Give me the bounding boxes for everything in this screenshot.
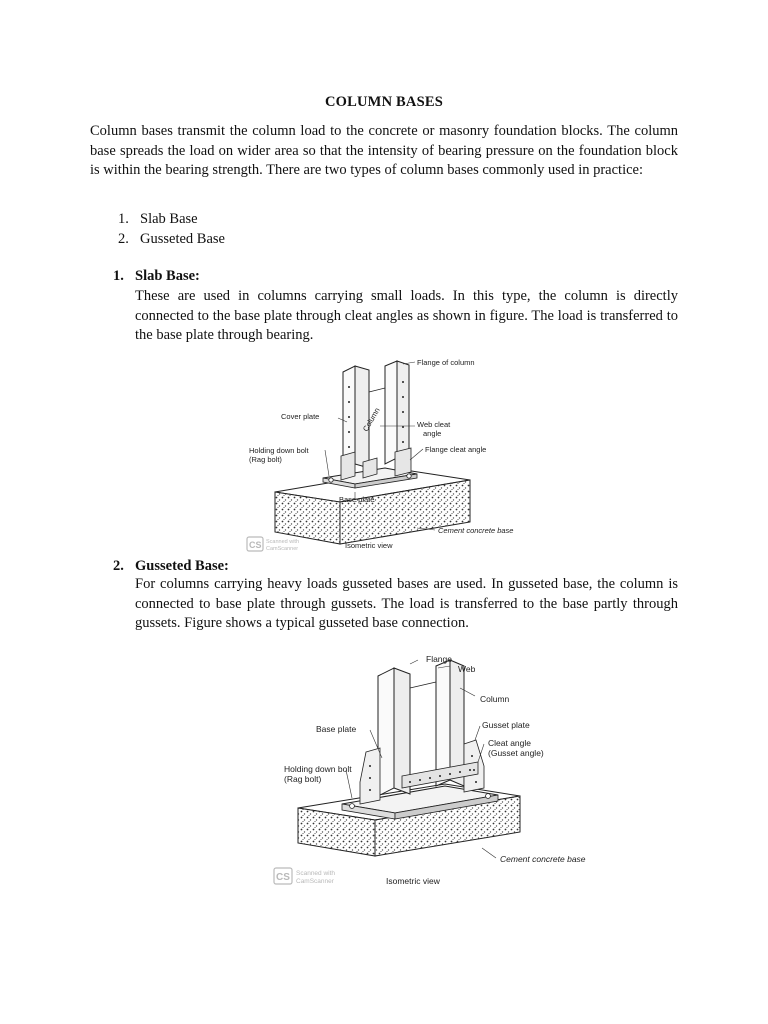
- holding-down-bolt: [329, 478, 333, 482]
- label-isometric-view: Isometric view: [345, 541, 393, 550]
- list-item: 2. Gusseted Base: [118, 230, 225, 247]
- label-flange: Flange: [426, 654, 452, 664]
- camscanner-watermark: [274, 868, 335, 885]
- holding-down-bolt: [350, 804, 355, 809]
- camscanner-watermark: [247, 537, 299, 552]
- label-column: Column: [360, 406, 382, 433]
- label-isometric-view: Isometric view: [386, 876, 440, 886]
- label-base-plate: Base plate: [339, 495, 375, 504]
- slab-base-figure: [245, 352, 535, 562]
- label-cement-concrete-base: Cement concrete base: [438, 526, 514, 535]
- svg-text:CS: CS: [249, 540, 262, 550]
- label-base-plate: Base plate: [316, 724, 357, 734]
- column-flange-right: [385, 361, 397, 464]
- gusseted-base-heading: 2. Gusseted Base:: [113, 558, 229, 574]
- page-title: COLUMN BASES: [324, 94, 444, 110]
- label-cement-concrete-base: Cement concrete base: [500, 854, 586, 864]
- base-types-list: [118, 210, 225, 249]
- column-flange-right: [436, 660, 450, 786]
- svg-text:Scanned with: Scanned with: [266, 539, 300, 545]
- slab-base-paragraph: These are used in columns carrying small loads. In this type, the column is directly connected to the base plate through cleat angles as shown in figure. The load is transferred to the base plate through bearing.: [135, 288, 678, 344]
- svg-text:(Rag bolt): (Rag bolt): [284, 774, 322, 784]
- label-flange-cleat-angle: Flange cleat angle: [425, 445, 487, 454]
- label-web-cleat-angle: Web cleat: [417, 420, 451, 429]
- label-flange-of-column: Flange of column: [417, 358, 475, 367]
- svg-text:Scanned with: Scanned with: [296, 870, 336, 877]
- flange-cleat-angle: [341, 452, 355, 480]
- gusseted-base-figure: [270, 648, 590, 893]
- svg-text:CamScanner: CamScanner: [266, 546, 299, 552]
- slab-base-heading: 1. Slab Base:: [113, 268, 200, 284]
- label-column: Column: [480, 694, 510, 704]
- svg-text:CamScanner: CamScanner: [296, 878, 334, 885]
- label-cover-plate: Cover plate: [281, 412, 320, 421]
- intro-paragraph: Column bases transmit the column load to the concrete or masonry foundation blocks. The column base spreads the load on wider area so that the intensity of bearing pressure on the foundation block is within the bearing strength. There are two types of column bases commonly used in practice:: [90, 123, 678, 179]
- label-holding-down-bolt: Holding down bolt: [249, 446, 309, 455]
- list-item: 1. Slab Base: [118, 211, 198, 227]
- web-cleat-angle: [363, 458, 377, 478]
- svg-text:(Gusset angle): (Gusset angle): [488, 748, 544, 758]
- column-web: [410, 682, 436, 688]
- label-holding-down-bolt: Holding down bolt: [284, 764, 352, 774]
- svg-text:CS: CS: [276, 872, 290, 883]
- svg-text:(Rag bolt): (Rag bolt): [249, 455, 282, 464]
- svg-text:angle: angle: [423, 429, 442, 438]
- gusseted-base-paragraph: For columns carrying heavy loads gusseted bases are used. In gusseted base, the column is connected to base plate through gussets. The load is transferred to the base partly through gussets. Figure shows a typical gusseted base connection.: [135, 576, 678, 632]
- label-cleat-angle: Cleat angle: [488, 738, 532, 748]
- label-gusset-plate: Gusset plate: [482, 720, 530, 730]
- label-web: Web: [458, 664, 476, 674]
- gusset-plate: [360, 748, 380, 804]
